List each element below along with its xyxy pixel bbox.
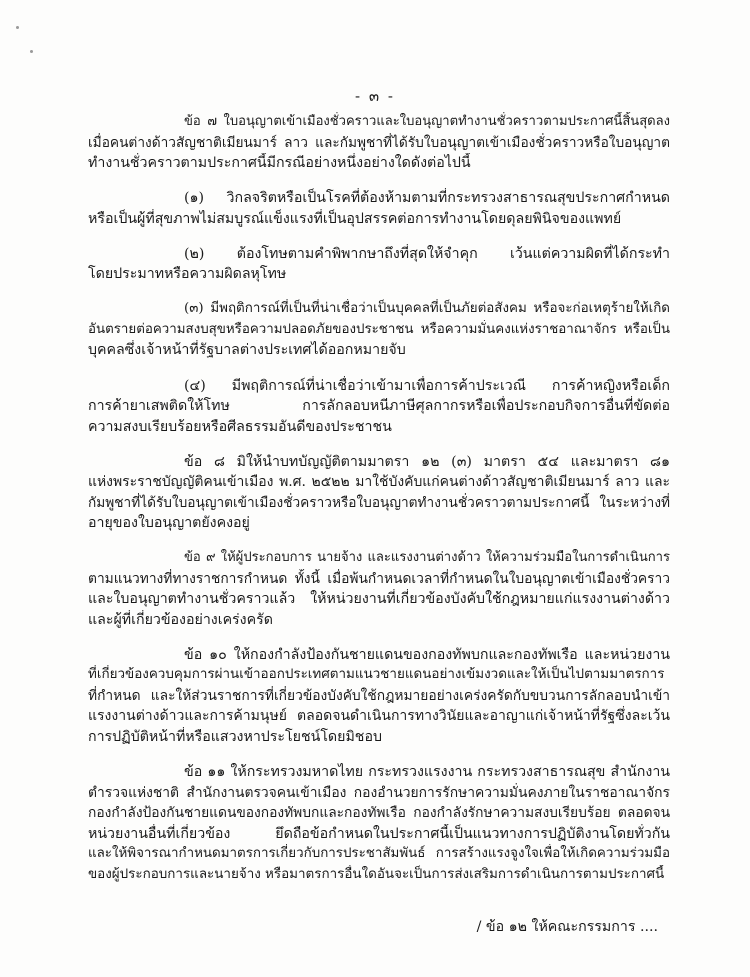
paragraph-line: เมื่อคนต่างด้าวสัญชาติเมียนมาร์ ลาว และกัมพูชาที่ได้รับใบอนุญาตเข้าเมืองชั่วคราวหรือใบอนุญาต (88, 134, 670, 151)
paragraph-line: ที่กำหนด และให้ส่วนราชการที่เกี่ยวข้องบังคับใช้กฎหมายอย่างเคร่งครัดกับขบวนการลักลอบนำเข้า (88, 687, 670, 704)
paragraph-line: และให้พิจารณากำหนดมาตรการเกี่ยวกับการประชาสัมพันธ์ การสร้างแรงจูงใจเพื่อให้เกิดความร่วมมือ (88, 846, 670, 861)
subclause-1 (88, 188, 670, 229)
paragraph-line: อันตรายต่อความสงบสุขหรือความปลอดภัยของประชาชน หรือความมั่นคงแห่งราชอาณาจักร หรือเป็น (88, 321, 670, 337)
paragraph-line: ตามแนวทางที่ทางราชการกำหนด ทั้งนี้ เมื่อพ้นกำหนดเวลาที่กำหนดในใบอนุญาตเข้าเมืองชั่วคราว (88, 570, 670, 587)
paragraph-line: กองกำลังป้องกันชายแดนของกองทัพบกและกองทัพเรือ กองกำลังรักษาความสงบเรียบร้อย ตลอดจน (88, 805, 670, 821)
paragraph-line: โดยประมาทหรือความผิดลหุโทษ (88, 266, 287, 283)
paragraph-line: กัมพูชาที่ได้รับใบอนุญาตเข้าเมืองชั่วคราวหรือใบอนุญาตทำงานชั่วคราวตามประกาศนี้ ในระหว่างที่ (88, 494, 670, 511)
paragraph-line: ทำงานชั่วคราวตามประกาศนี้มีกรณีอย่างหนึ่งอย่างใดดังต่อไปนี้ (88, 155, 471, 171)
clause-9 (88, 548, 670, 630)
paragraph-line: อายุของใบอนุญาตยังคงอยู่ (88, 515, 250, 532)
paragraph-line: (๔) มีพฤติการณ์ที่น่าเชื่อว่าเข้ามาเพื่อการค้าประเวณี การค้าหญิงหรือเด็ก (184, 377, 670, 394)
paragraph-line: การค้ายาเสพติดให้โทษ การลักลอบหนีภาษีศุลกากรหรือเพื่อประกอบกิจการอื่นที่ขัดต่อ (88, 398, 670, 414)
paragraph-line: ของผู้ประกอบการและนายจ้าง หรือมาตรการอื่นใดอันจะเป็นการส่งเสริมการดำเนินการตามประกาศนี้ (88, 866, 665, 882)
paragraph-line: และใบอนุญาตทำงานชั่วคราวแล้ว ให้หน่วยงานที่เกี่ยวข้องบังคับใช้กฎหมายแก่แรงงานต่างด้าว (88, 591, 670, 608)
clause-11 (88, 762, 670, 885)
scan-speck (30, 50, 33, 53)
subclause-2 (88, 244, 670, 285)
paragraph-line: หน่วยงานอื่นที่เกี่ยวข้อง ยึดถือข้อกำหนดในประกาศนี้เป็นแนวทางการปฏิบัติงานโดยทั่วกัน (88, 825, 670, 842)
paragraph-line: ข้อ ๗ ใบอนุญาตเข้าเมืองชั่วคราวและใบอนุญาตทำงานชั่วคราวตามประกาศนี้สิ้นสุดลง (184, 114, 670, 129)
page-number: - ๓ - (355, 87, 395, 105)
paragraph-line: (๑) วิกลจริตหรือเป็นโรคที่ต้องห้ามตามที่กระทรวงสาธารณสุขประกาศกำหนด (184, 190, 670, 207)
paragraph-line: (๒) ต้องโทษตามคำพิพากษาถึงที่สุดให้จำคุก เว้นแต่ความผิดที่ได้กระทำ (184, 245, 670, 262)
clause-7 (88, 112, 670, 174)
paragraph-line: แรงงานต่างด้าวและการค้ามนุษย์ ตลอดจนดำเนินการทางวินัยและอาญาแก่เจ้าหน้าที่รัฐซึ่งละเว้น (88, 708, 670, 725)
paragraph-line: ข้อ ๑๑ ให้กระทรวงมหาดไทย กระทรวงแรงงาน กระทรวงสาธารณสุข สำนักงาน (184, 764, 670, 780)
paragraph-line: ข้อ ๘ มิให้นำบทบัญญัติตามมาตรา ๑๒ (๓) มาตรา ๕๔ และมาตรา ๘๑ (184, 453, 670, 470)
scan-speck (16, 26, 19, 29)
subclause-4 (88, 376, 670, 438)
paragraph-line: แห่งพระราชบัญญัติคนเข้าเมือง พ.ศ. ๒๕๒๒ มาใช้บังคับแก่คนต่างด้าวสัญชาติเมียนมาร์ ลาว และ (88, 474, 670, 491)
paragraph-line: บุคคลซึ่งเจ้าหน้าที่รัฐบาลต่างประเทศได้ออกหมายจับ (88, 342, 406, 359)
paragraph-line: ข้อ ๙ ให้ผู้ประกอบการ นายจ้าง และแรงงานต่างด้าว ให้ความร่วมมือในการดำเนินการ (184, 550, 670, 566)
paragraph-line: การปฏิบัติหน้าที่หรือแสวงหาประโยชน์โดยมิชอบ (88, 728, 382, 745)
clause-8 (88, 452, 670, 534)
paragraph-line: ตำรวจแห่งชาติ สำนักงานตรวจคนเข้าเมือง กองอำนวยการรักษาความมั่นคงภายในราชอาณาจักร (88, 784, 670, 801)
paragraph-line: ที่เกี่ยวข้องควบคุมการผ่านเข้าออกประเทศตามแนวชายแดนอย่างเข้มงวดและให้เป็นไปตามมาตรการ (88, 667, 665, 683)
paragraph-line: (๓) มีพฤติการณ์ที่เป็นที่น่าเชื่อว่าเป็นบุคคลที่เป็นภัยต่อสังคม หรือจะก่อเหตุร้ายให้เกิด (184, 301, 670, 317)
paragraph-line: ข้อ ๑๐ ให้กองกำลังป้องกันชายแดนของกองทัพบกและกองทัพเรือ และหน่วยงาน (184, 646, 670, 663)
paragraph-line: หรือเป็นผู้ที่สุขภาพไม่สมบูรณ์แข็งแรงที่เป็นอุปสรรคต่อการทำงานโดยดุลยพินิจของแพทย์ (88, 210, 622, 227)
continuation-note: / ข้อ ๑๒ ให้คณะกรรมการ .... (476, 919, 658, 935)
paragraph-line: และผู้ที่เกี่ยวข้องอย่างเคร่งครัด (88, 611, 273, 628)
subclause-3 (88, 299, 670, 361)
paragraph-line: ความสงบเรียบร้อยหรือศีลธรรมอันดีของประชาชน (88, 418, 392, 435)
clause-10 (88, 645, 670, 748)
